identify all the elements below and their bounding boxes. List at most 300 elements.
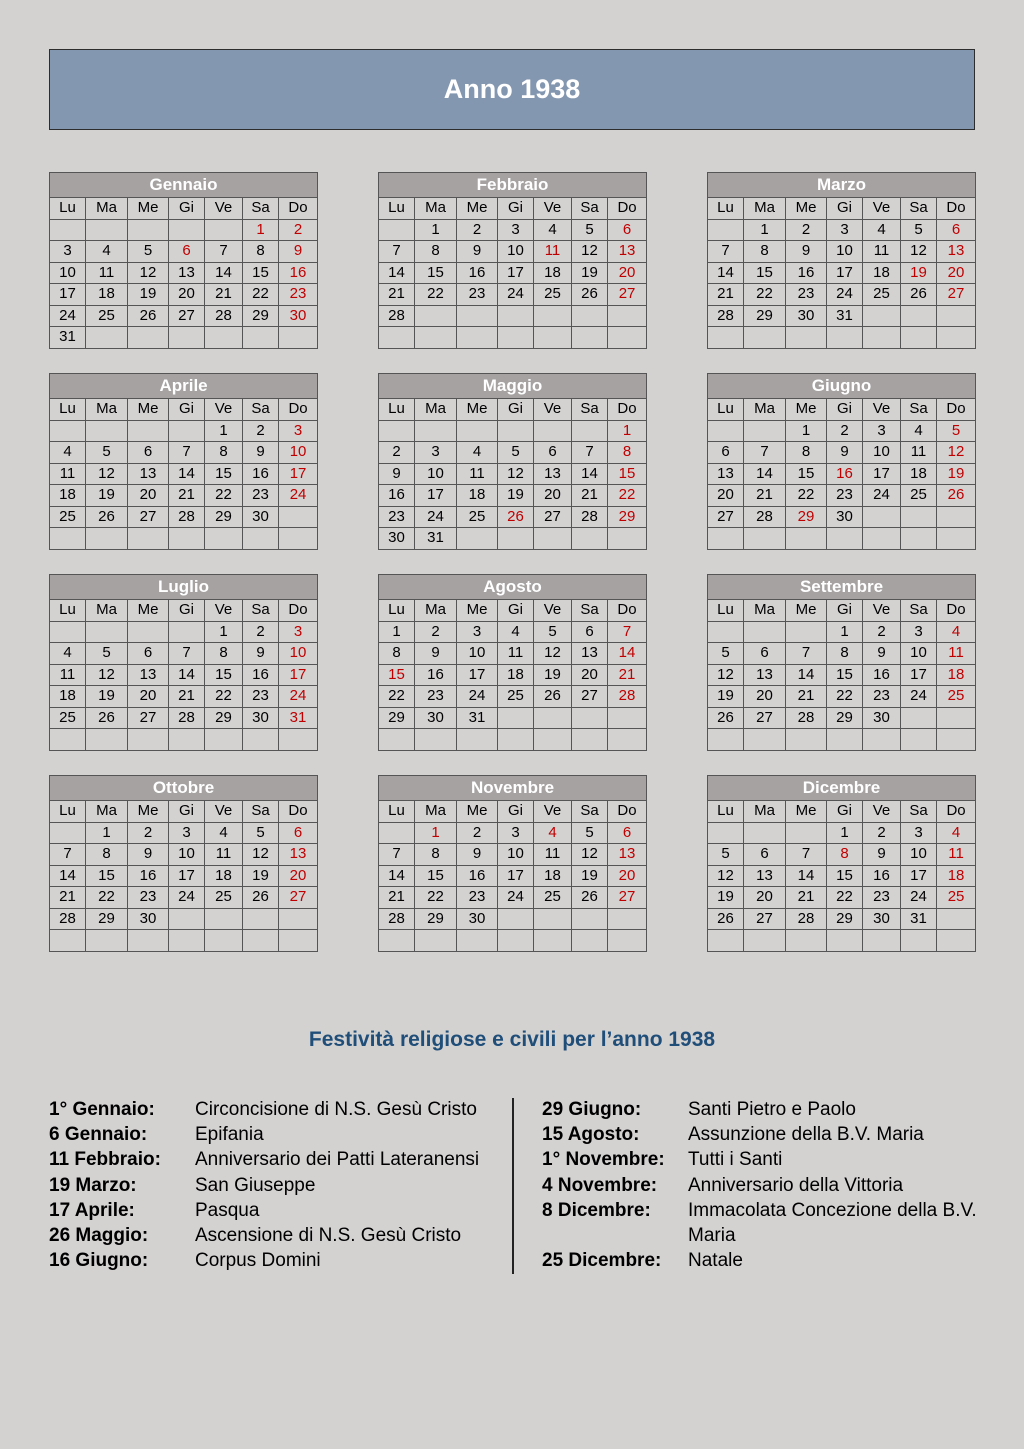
day-cell: 10: [498, 241, 534, 263]
weekday-header: Ve: [863, 399, 901, 421]
day-cell: [169, 528, 205, 550]
day-cell: 9: [243, 442, 279, 464]
day-cell: 5: [572, 219, 608, 241]
day-cell: [379, 327, 415, 349]
day-cell: 25: [937, 686, 976, 708]
month-name: Dicembre: [708, 776, 976, 801]
day-cell: 6: [572, 621, 608, 643]
day-cell: 30: [279, 305, 318, 327]
day-cell: 25: [50, 506, 86, 528]
day-cell: 29: [744, 305, 786, 327]
weekday-header: Do: [608, 399, 647, 421]
weekday-header: Sa: [243, 801, 279, 823]
day-cell: 21: [379, 887, 415, 909]
day-cell: 16: [827, 463, 863, 485]
day-cell: 21: [379, 284, 415, 306]
month-11: [378, 775, 647, 952]
month-8: [378, 574, 647, 751]
day-cell: 28: [786, 707, 827, 729]
month-name: Giugno: [708, 374, 976, 399]
day-cell: 12: [708, 865, 744, 887]
day-cell: [279, 528, 318, 550]
day-cell: 2: [827, 420, 863, 442]
weekday-header: Lu: [708, 399, 744, 421]
day-cell: [457, 930, 498, 952]
day-cell: 28: [379, 908, 415, 930]
weekday-header: Lu: [708, 600, 744, 622]
day-cell: 18: [534, 262, 572, 284]
day-cell: 7: [572, 442, 608, 464]
day-cell: 10: [901, 643, 937, 665]
day-cell: 29: [827, 707, 863, 729]
day-cell: [498, 528, 534, 550]
day-cell: 20: [744, 686, 786, 708]
holiday-item: [542, 1198, 982, 1248]
day-cell: [205, 729, 243, 751]
day-cell: [86, 420, 128, 442]
week-row: [50, 930, 318, 952]
holiday-name: San Giuseppe: [195, 1174, 316, 1196]
day-cell: 28: [608, 686, 647, 708]
day-cell: [86, 219, 128, 241]
weekday-header: Do: [279, 801, 318, 823]
day-cell: [608, 528, 647, 550]
day-cell: 26: [708, 707, 744, 729]
month-name: Aprile: [50, 374, 318, 399]
weekday-header: Do: [937, 399, 976, 421]
day-cell: 8: [205, 643, 243, 665]
day-cell: 31: [901, 908, 937, 930]
weekday-header: Ma: [86, 600, 128, 622]
day-cell: [534, 528, 572, 550]
week-row: [708, 420, 976, 442]
day-cell: 16: [243, 664, 279, 686]
holiday-item: [542, 1248, 982, 1273]
day-cell: 10: [279, 442, 318, 464]
day-cell: [901, 528, 937, 550]
month-name: Luglio: [50, 575, 318, 600]
day-cell: 8: [744, 241, 786, 263]
day-cell: 19: [572, 865, 608, 887]
day-cell: 31: [415, 528, 457, 550]
weekday-header: Lu: [50, 399, 86, 421]
holiday-date: 26 Maggio:: [49, 1225, 149, 1247]
day-cell: 9: [379, 463, 415, 485]
day-cell: 4: [457, 442, 498, 464]
day-cell: 4: [937, 621, 976, 643]
day-cell: 24: [827, 284, 863, 306]
weekday-header: Do: [937, 600, 976, 622]
day-cell: 20: [608, 262, 647, 284]
day-cell: [708, 822, 744, 844]
day-cell: 15: [86, 865, 128, 887]
day-cell: 28: [50, 908, 86, 930]
day-cell: 12: [901, 241, 937, 263]
day-cell: 20: [534, 485, 572, 507]
day-cell: 24: [498, 887, 534, 909]
day-cell: 27: [572, 686, 608, 708]
day-cell: 6: [279, 822, 318, 844]
week-row: [50, 643, 318, 665]
day-cell: [169, 420, 205, 442]
week-row: [379, 528, 647, 550]
holiday-date: 1° Novembre:: [542, 1149, 665, 1171]
day-cell: 25: [863, 284, 901, 306]
day-cell: [937, 930, 976, 952]
day-cell: 9: [827, 442, 863, 464]
holiday-name: Anniversario dei Patti Lateranensi: [195, 1149, 480, 1171]
day-cell: 12: [86, 664, 128, 686]
day-cell: 31: [457, 707, 498, 729]
day-cell: [457, 420, 498, 442]
day-cell: 18: [50, 485, 86, 507]
day-cell: 13: [744, 865, 786, 887]
day-cell: [937, 908, 976, 930]
day-cell: 12: [534, 643, 572, 665]
day-cell: 15: [786, 463, 827, 485]
day-cell: 4: [86, 241, 128, 263]
day-cell: 30: [457, 908, 498, 930]
weekday-header: Gi: [827, 198, 863, 220]
day-cell: 18: [205, 865, 243, 887]
weekday-header: Sa: [901, 600, 937, 622]
day-cell: 30: [243, 506, 279, 528]
day-cell: [243, 930, 279, 952]
day-cell: 20: [708, 485, 744, 507]
weekday-header: Gi: [498, 600, 534, 622]
day-cell: [457, 305, 498, 327]
week-row: [379, 729, 647, 751]
day-cell: 4: [863, 219, 901, 241]
day-cell: 19: [901, 262, 937, 284]
day-cell: 7: [708, 241, 744, 263]
week-row: [379, 241, 647, 263]
day-cell: 22: [827, 887, 863, 909]
day-cell: [786, 930, 827, 952]
day-cell: [498, 930, 534, 952]
day-cell: 31: [279, 707, 318, 729]
day-cell: 8: [86, 844, 128, 866]
day-cell: 24: [863, 485, 901, 507]
day-cell: 8: [379, 643, 415, 665]
day-cell: 2: [457, 219, 498, 241]
holiday-item: [49, 1147, 499, 1172]
weekday-header: Me: [128, 399, 169, 421]
day-cell: 11: [86, 262, 128, 284]
day-cell: 17: [498, 865, 534, 887]
day-cell: 18: [457, 485, 498, 507]
weekday-header: Me: [457, 600, 498, 622]
day-cell: 30: [863, 707, 901, 729]
day-cell: 17: [169, 865, 205, 887]
day-cell: 4: [50, 442, 86, 464]
day-cell: 1: [205, 621, 243, 643]
weekday-header: Me: [128, 198, 169, 220]
day-cell: [279, 327, 318, 349]
day-cell: 2: [279, 219, 318, 241]
day-cell: [744, 420, 786, 442]
holiday-name: Epifania: [195, 1124, 264, 1146]
week-row: [708, 908, 976, 930]
weekday-header: Do: [937, 198, 976, 220]
month-name: Marzo: [708, 173, 976, 198]
day-cell: 15: [379, 664, 415, 686]
day-cell: 6: [128, 643, 169, 665]
week-row: [379, 506, 647, 528]
day-cell: 22: [608, 485, 647, 507]
day-cell: 3: [827, 219, 863, 241]
day-cell: 20: [937, 262, 976, 284]
weekday-header: Lu: [379, 399, 415, 421]
month-7: [49, 574, 318, 751]
day-cell: [572, 908, 608, 930]
day-cell: 23: [827, 485, 863, 507]
day-cell: [708, 930, 744, 952]
day-cell: 10: [827, 241, 863, 263]
day-cell: 22: [205, 485, 243, 507]
day-cell: [498, 729, 534, 751]
day-cell: [608, 327, 647, 349]
weekday-header: Do: [608, 198, 647, 220]
day-cell: 11: [534, 241, 572, 263]
weekday-header: Me: [457, 801, 498, 823]
day-cell: [708, 528, 744, 550]
day-cell: 10: [169, 844, 205, 866]
week-row: [379, 865, 647, 887]
holiday-item: [542, 1122, 982, 1147]
day-cell: [901, 729, 937, 751]
week-row: [50, 442, 318, 464]
day-cell: [827, 528, 863, 550]
weekday-header: Ma: [415, 198, 457, 220]
day-cell: 21: [786, 686, 827, 708]
day-cell: 29: [827, 908, 863, 930]
day-cell: 7: [786, 643, 827, 665]
day-cell: 14: [708, 262, 744, 284]
day-cell: 26: [901, 284, 937, 306]
day-cell: 3: [498, 219, 534, 241]
day-cell: [86, 528, 128, 550]
day-cell: [50, 930, 86, 952]
day-cell: [534, 930, 572, 952]
day-cell: 18: [863, 262, 901, 284]
day-cell: 20: [128, 686, 169, 708]
day-cell: 4: [205, 822, 243, 844]
week-row: [50, 463, 318, 485]
week-row: [708, 643, 976, 665]
day-cell: 30: [863, 908, 901, 930]
holiday-date: 6 Gennaio:: [49, 1124, 148, 1146]
day-cell: 17: [457, 664, 498, 686]
weekday-header: Do: [279, 399, 318, 421]
month-name: Febbraio: [379, 173, 647, 198]
day-cell: [279, 930, 318, 952]
day-cell: 1: [744, 219, 786, 241]
day-cell: 27: [128, 506, 169, 528]
week-row: [379, 284, 647, 306]
day-cell: 12: [572, 241, 608, 263]
day-cell: 12: [708, 664, 744, 686]
day-cell: 9: [457, 241, 498, 263]
day-cell: [534, 305, 572, 327]
day-cell: 1: [379, 621, 415, 643]
day-cell: 23: [786, 284, 827, 306]
day-cell: 24: [498, 284, 534, 306]
weekday-header: Sa: [243, 399, 279, 421]
weekday-header: Gi: [169, 399, 205, 421]
day-cell: 25: [50, 707, 86, 729]
day-cell: 16: [863, 664, 901, 686]
day-cell: 30: [827, 506, 863, 528]
day-cell: 25: [937, 887, 976, 909]
day-cell: [205, 528, 243, 550]
day-cell: [86, 729, 128, 751]
weekday-header: Lu: [379, 801, 415, 823]
day-cell: [901, 506, 937, 528]
week-row: [708, 442, 976, 464]
day-cell: 27: [744, 707, 786, 729]
day-cell: 15: [608, 463, 647, 485]
day-cell: [572, 930, 608, 952]
day-cell: 3: [279, 621, 318, 643]
day-cell: [243, 327, 279, 349]
day-cell: 18: [937, 664, 976, 686]
day-cell: 13: [608, 844, 647, 866]
day-cell: 27: [744, 908, 786, 930]
week-row: [50, 865, 318, 887]
holiday-item: [49, 1198, 499, 1223]
day-cell: 1: [86, 822, 128, 844]
day-cell: 7: [205, 241, 243, 263]
day-cell: 24: [901, 887, 937, 909]
day-cell: [128, 219, 169, 241]
weekday-header: Sa: [572, 399, 608, 421]
day-cell: 10: [50, 262, 86, 284]
week-row: [708, 930, 976, 952]
day-cell: [415, 930, 457, 952]
weekday-header: Ma: [86, 801, 128, 823]
day-cell: 29: [608, 506, 647, 528]
day-cell: 30: [243, 707, 279, 729]
day-cell: [128, 621, 169, 643]
day-cell: 17: [279, 664, 318, 686]
day-cell: 23: [415, 686, 457, 708]
holiday-date: 19 Marzo:: [49, 1174, 137, 1196]
weekday-header: Sa: [901, 801, 937, 823]
day-cell: 24: [50, 305, 86, 327]
holiday-item: [49, 1248, 499, 1273]
day-cell: [86, 621, 128, 643]
holiday-name: Immacolata Concezione della B.V. Maria: [688, 1199, 977, 1247]
weekday-header: Ma: [86, 198, 128, 220]
week-row: [708, 865, 976, 887]
day-cell: [827, 327, 863, 349]
day-cell: 25: [498, 686, 534, 708]
holiday-item: [542, 1097, 982, 1122]
week-row: [708, 241, 976, 263]
day-cell: [708, 621, 744, 643]
day-cell: 3: [415, 442, 457, 464]
day-cell: 3: [457, 621, 498, 643]
day-cell: 20: [608, 865, 647, 887]
month-5: [378, 373, 647, 550]
day-cell: 27: [279, 887, 318, 909]
day-cell: 7: [169, 442, 205, 464]
day-cell: 13: [128, 463, 169, 485]
holiday-date: 4 Novembre:: [542, 1174, 658, 1196]
day-cell: [498, 327, 534, 349]
holiday-date: 16 Giugno:: [49, 1250, 149, 1272]
weekday-header: Ve: [534, 801, 572, 823]
week-row: [379, 420, 647, 442]
weekday-header: Me: [457, 399, 498, 421]
day-cell: [415, 305, 457, 327]
day-cell: 13: [128, 664, 169, 686]
day-cell: [708, 219, 744, 241]
week-row: [708, 528, 976, 550]
day-cell: [128, 420, 169, 442]
day-cell: 23: [457, 284, 498, 306]
day-cell: [937, 729, 976, 751]
day-cell: 15: [744, 262, 786, 284]
week-row: [50, 327, 318, 349]
weekday-header: Me: [786, 600, 827, 622]
day-cell: 22: [415, 284, 457, 306]
day-cell: [608, 729, 647, 751]
day-cell: 18: [901, 463, 937, 485]
day-cell: 23: [379, 506, 415, 528]
holidays-divider: [512, 1098, 514, 1274]
week-row: [50, 707, 318, 729]
day-cell: [572, 327, 608, 349]
day-cell: [534, 729, 572, 751]
day-cell: 7: [50, 844, 86, 866]
day-cell: 23: [243, 686, 279, 708]
holiday-name: Pasqua: [195, 1199, 260, 1221]
day-cell: 28: [744, 506, 786, 528]
day-cell: 13: [169, 262, 205, 284]
weekday-header: Lu: [50, 198, 86, 220]
week-row: [50, 729, 318, 751]
day-cell: 20: [744, 887, 786, 909]
weekday-header: Ma: [744, 198, 786, 220]
day-cell: [744, 327, 786, 349]
day-cell: 9: [128, 844, 169, 866]
day-cell: [744, 621, 786, 643]
day-cell: 19: [572, 262, 608, 284]
day-cell: 16: [279, 262, 318, 284]
day-cell: 10: [279, 643, 318, 665]
day-cell: 1: [608, 420, 647, 442]
weekday-header: Gi: [827, 600, 863, 622]
week-row: [708, 506, 976, 528]
day-cell: 4: [534, 219, 572, 241]
weekday-header: Lu: [379, 600, 415, 622]
day-cell: 17: [863, 463, 901, 485]
weekday-header: Ve: [863, 198, 901, 220]
day-cell: [786, 621, 827, 643]
day-cell: 29: [243, 305, 279, 327]
week-row: [379, 643, 647, 665]
week-row: [50, 506, 318, 528]
holiday-date: 29 Giugno:: [542, 1099, 642, 1120]
day-cell: 18: [534, 865, 572, 887]
day-cell: [744, 528, 786, 550]
day-cell: [379, 930, 415, 952]
month-10: [49, 775, 318, 952]
day-cell: [901, 707, 937, 729]
day-cell: 22: [786, 485, 827, 507]
